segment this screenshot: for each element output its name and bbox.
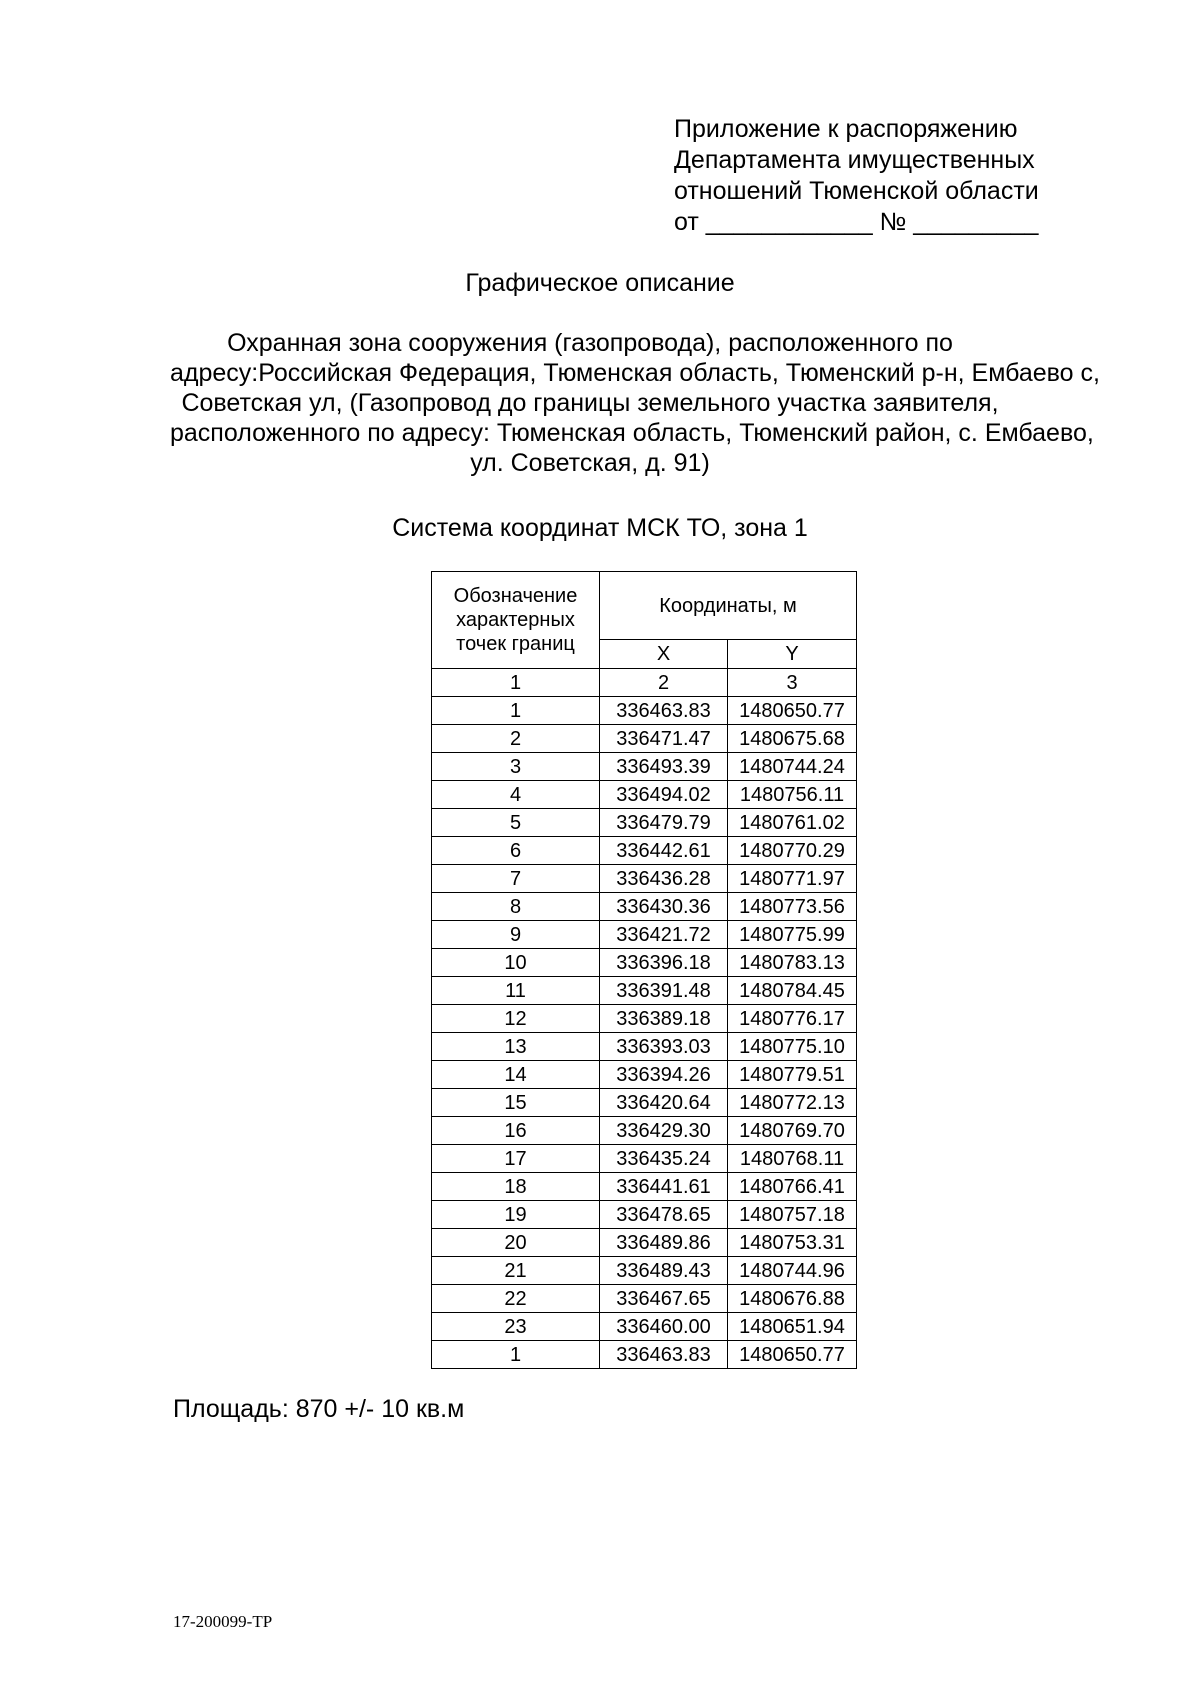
x-coordinate-cell: 336463.83 [600,697,728,725]
y-coordinate-cell: 1480769.70 [728,1117,857,1145]
table-row [432,697,857,725]
point-number-cell: 18 [432,1173,600,1201]
appendix-block [674,114,1039,238]
appendix-date-number-line: от ____________ № _________ [674,208,1039,236]
x-coordinate-cell: 336430.36 [600,893,728,921]
coordinates-table [431,571,857,1369]
table-row [432,1117,857,1145]
table-row [432,1033,857,1061]
point-number-cell: 14 [432,1061,600,1089]
x-coordinate-cell: 336393.03 [600,1033,728,1061]
table-row [432,1061,857,1089]
point-number-cell: 21 [432,1257,600,1285]
y-header: Y [728,640,857,669]
document-title: Графическое описание [465,269,735,297]
x-coordinate-cell: 336442.61 [600,837,728,865]
x-coordinate-cell: 336436.28 [600,865,728,893]
description-line: Советская ул, (Газопровод до границы земельного участка заявителя, [181,389,999,417]
point-number-cell: 3 [432,753,600,781]
y-coordinate-cell: 1480756.11 [728,781,857,809]
column-number-cell: 3 [728,669,857,697]
appendix-line: Департамента имущественных [674,146,1035,174]
document-code: 17-200099-ТР [173,1612,273,1631]
table-row [432,781,857,809]
y-coordinate-cell: 1480775.10 [728,1033,857,1061]
description-line: ул. Советская, д. 91) [470,449,710,477]
table-row [432,1257,857,1285]
column-number-cell: 2 [600,669,728,697]
point-number-cell: 6 [432,837,600,865]
y-coordinate-cell: 1480775.99 [728,921,857,949]
y-coordinate-cell: 1480773.56 [728,893,857,921]
y-coordinate-cell: 1480779.51 [728,1061,857,1089]
point-number-cell: 9 [432,921,600,949]
x-header: X [600,640,728,669]
point-number-cell: 10 [432,949,600,977]
x-coordinate-cell: 336391.48 [600,977,728,1005]
x-coordinate-cell: 336420.64 [600,1089,728,1117]
point-number-cell: 5 [432,809,600,837]
x-coordinate-cell: 336467.65 [600,1285,728,1313]
table-row [432,949,857,977]
y-coordinate-cell: 1480753.31 [728,1229,857,1257]
description-line: Охранная зона сооружения (газопровода), расположенного по [227,329,953,357]
x-coordinate-cell: 336394.26 [600,1061,728,1089]
table-row [432,921,857,949]
point-number-cell: 8 [432,893,600,921]
description-line: расположенного по адресу: Тюменская область, Тюменский район, с. Ембаево, [170,419,1094,447]
description-line: адресу:Российская Федерация, Тюменская область, Тюменский р-н, Ембаево с, [170,359,1100,387]
x-coordinate-cell: 336435.24 [600,1145,728,1173]
x-coordinate-cell: 336489.43 [600,1257,728,1285]
y-coordinate-cell: 1480744.96 [728,1257,857,1285]
table-row [432,1229,857,1257]
y-coordinate-cell: 1480776.17 [728,1005,857,1033]
point-number-cell: 7 [432,865,600,893]
x-coordinate-cell: 336489.86 [600,1229,728,1257]
point-number-cell: 4 [432,781,600,809]
table-row [432,1313,857,1341]
table-row [432,977,857,1005]
table-row [432,1173,857,1201]
table-row [432,865,857,893]
point-number-cell: 2 [432,725,600,753]
point-designation-header: Обозначение характерных точек границ [432,572,600,669]
point-number-cell: 23 [432,1313,600,1341]
table-row [432,1145,857,1173]
y-coordinate-cell: 1480651.94 [728,1313,857,1341]
table-row [432,1341,857,1369]
y-coordinate-cell: 1480757.18 [728,1201,857,1229]
table-row [432,809,857,837]
coordinate-system-label: Система координат МСК ТО, зона 1 [392,514,808,542]
point-number-cell: 12 [432,1005,600,1033]
point-number-cell: 1 [432,697,600,725]
point-number-cell: 17 [432,1145,600,1173]
x-coordinate-cell: 336471.47 [600,725,728,753]
table-row [432,753,857,781]
point-number-cell: 16 [432,1117,600,1145]
y-coordinate-cell: 1480771.97 [728,865,857,893]
x-coordinate-cell: 336479.79 [600,809,728,837]
y-coordinate-cell: 1480770.29 [728,837,857,865]
y-coordinate-cell: 1480761.02 [728,809,857,837]
x-coordinate-cell: 336460.00 [600,1313,728,1341]
appendix-line: Приложение к распоряжению [674,115,1018,143]
x-coordinate-cell: 336429.30 [600,1117,728,1145]
table-row [432,837,857,865]
x-coordinate-cell: 336494.02 [600,781,728,809]
point-number-cell: 20 [432,1229,600,1257]
table-row [432,1005,857,1033]
coordinates-header: Координаты, м [600,572,857,640]
description-block [170,328,1100,478]
point-number-cell: 13 [432,1033,600,1061]
table-row [432,1285,857,1313]
y-coordinate-cell: 1480784.45 [728,977,857,1005]
point-number-cell: 11 [432,977,600,1005]
area-label: Площадь: 870 +/- 10 кв.м [173,1395,465,1423]
y-coordinate-cell: 1480768.11 [728,1145,857,1173]
x-coordinate-cell: 336478.65 [600,1201,728,1229]
table-row [432,893,857,921]
y-coordinate-cell: 1480676.88 [728,1285,857,1313]
column-number-cell: 1 [432,669,600,697]
x-coordinate-cell: 336389.18 [600,1005,728,1033]
point-number-cell: 22 [432,1285,600,1313]
point-number-cell: 19 [432,1201,600,1229]
y-coordinate-cell: 1480650.77 [728,697,857,725]
x-coordinate-cell: 336493.39 [600,753,728,781]
point-number-cell: 1 [432,1341,600,1369]
table-row [432,725,857,753]
point-number-cell: 15 [432,1089,600,1117]
y-coordinate-cell: 1480675.68 [728,725,857,753]
appendix-line: отношений Тюменской области [674,177,1039,205]
y-coordinate-cell: 1480650.77 [728,1341,857,1369]
table-row [432,1201,857,1229]
y-coordinate-cell: 1480783.13 [728,949,857,977]
x-coordinate-cell: 336441.61 [600,1173,728,1201]
x-coordinate-cell: 336421.72 [600,921,728,949]
y-coordinate-cell: 1480772.13 [728,1089,857,1117]
y-coordinate-cell: 1480744.24 [728,753,857,781]
x-coordinate-cell: 336463.83 [600,1341,728,1369]
y-coordinate-cell: 1480766.41 [728,1173,857,1201]
x-coordinate-cell: 336396.18 [600,949,728,977]
table-row [432,1089,857,1117]
coordinates-table-body [432,697,857,1369]
